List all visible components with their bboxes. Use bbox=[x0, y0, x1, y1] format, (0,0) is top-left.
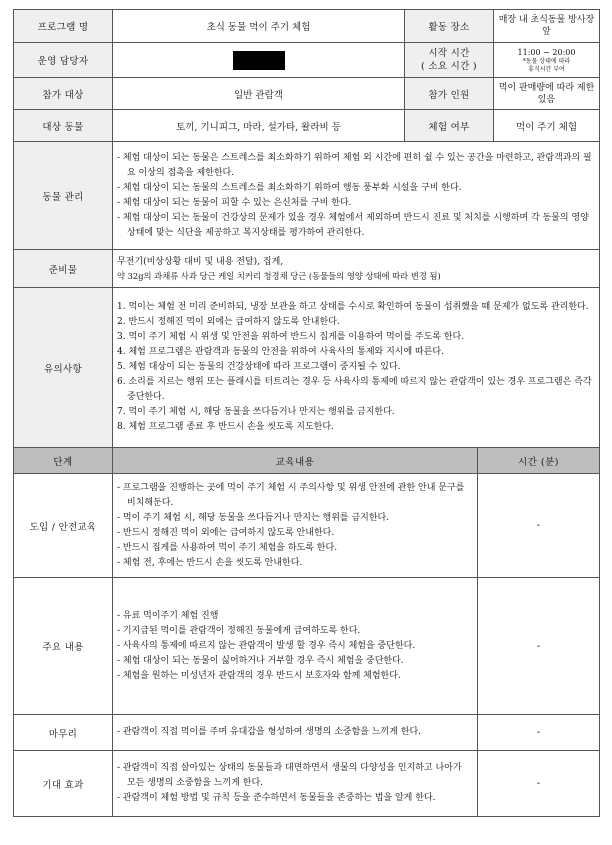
step-effects: 기대 효과 bbox=[14, 751, 113, 817]
target-label: 참가 대상 bbox=[14, 78, 113, 110]
management-list bbox=[113, 142, 600, 250]
participants-label: 참가 인원 bbox=[405, 78, 494, 110]
list-item: - 유료 먹이주기 체험 진행 bbox=[117, 610, 219, 621]
activity: 먹이 주기 체험 bbox=[494, 110, 600, 142]
management-label: 동물 관리 bbox=[14, 142, 113, 250]
list-item: - 관람객이 체험 방법 및 규칙 등을 준수하면서 동물들을 존중하는 법을 알게 한다. bbox=[117, 793, 436, 803]
list-item: - 관람객이 직접 먹이를 주며 유대감을 형성하여 생명의 소중함을 느끼게 한다. bbox=[117, 727, 422, 737]
list-item: 6. 소리를 지르는 행위 또는 플래시를 터트리는 경우 등 사육사의 통제에 따르지 않는 관람객이 있는 경우 프로그램은 즉각 중단한다. bbox=[117, 377, 592, 402]
supplies-label: 준비물 bbox=[14, 250, 113, 288]
program-name: 초식 동물 먹이 주기 체험 bbox=[113, 10, 405, 43]
manager-value bbox=[113, 43, 405, 78]
list-item: - 프로그램을 진행하는 곳에 먹이 주기 체험 시 주의사항 및 위생 안전에 관한 안내 문구를 비치해둔다. bbox=[117, 482, 465, 508]
target: 일반 관람객 bbox=[113, 78, 405, 110]
list-item: - 체험 대상이 되는 동물이 건강상의 문제가 있을 경우 체험에서 제외하며 반드시 진료 및 처치를 시행하며 각 동물의 영양 상태에 맞는 식단을 제공하고 복지상태를 평가하여 관리한다. bbox=[117, 212, 589, 238]
schedule-header-step: 단계 bbox=[14, 448, 113, 474]
list-item: - 사육사의 통제에 따르지 않는 관람객이 발생 할 경우 즉시 체험을 중단한다. bbox=[117, 640, 416, 651]
list-item: - 반드시 정해진 먹이 외에는 급여하지 않도록 안내한다. bbox=[117, 527, 335, 538]
list-item: - 먹이 주기 체험 시, 해당 동물을 쓰다듬거나 만지는 행위를 금지한다. bbox=[117, 512, 390, 523]
venue-label: 활동 장소 bbox=[405, 10, 494, 43]
step-effects-content bbox=[113, 751, 478, 817]
list-item: 8. 체험 프로그램 종료 후 반드시 손을 씻도록 지도한다. bbox=[117, 422, 334, 432]
list-item: - 체험 대상이 되는 동물의 스트레스를 최소화하기 위하여 행동 풍부화 시설을 구비 한다. bbox=[117, 182, 462, 193]
step-closing-time: - bbox=[478, 715, 600, 751]
manager-label: 운영 담당자 bbox=[14, 43, 113, 78]
step-closing-content bbox=[113, 715, 478, 751]
step-main-content bbox=[113, 578, 478, 715]
cautions-list bbox=[113, 288, 600, 448]
list-item: - 체험 대상이 되는 동물이 싫어하거나 거부할 경우 즉시 체험을 중단한다. bbox=[117, 655, 404, 666]
list-item: 4. 체험 프로그램은 관람객과 동물의 안전을 위하여 사육사의 통제와 지시에 따른다. bbox=[117, 347, 444, 357]
program-document bbox=[13, 9, 599, 817]
supplies-line: 무전기(비상상황 대비 및 내용 전달), 집게, bbox=[117, 256, 284, 267]
start-time-label: 시작 시간 ( 소요 시간 ) bbox=[405, 43, 494, 78]
program-info-table bbox=[13, 9, 600, 142]
list-item: 3. 먹이 주기 체험 시 위생 및 안전을 위하여 반드시 집게를 이용하여 먹이를 주도록 한다. bbox=[117, 332, 465, 342]
schedule-header-time: 시간 (분) bbox=[478, 448, 600, 474]
step-intro: 도입 / 안전교육 bbox=[14, 474, 113, 578]
table-row bbox=[14, 474, 600, 578]
activity-label: 체험 여부 bbox=[405, 110, 494, 142]
list-item: - 체험 대상이 되는 동물은 스트레스를 최소화하기 위하여 체험 외 시간에 편히 쉴 수 있는 공간을 마련하고, 관람객과의 필요 이상의 접촉을 제한한다. bbox=[117, 152, 592, 178]
list-item: 2. 반드시 정해진 먹이 외에는 급여하지 않도록 안내한다. bbox=[117, 317, 340, 327]
participants: 먹이 판매량에 따라 제한 있음 bbox=[494, 78, 600, 110]
program-name-label: 프로그램 명 bbox=[14, 10, 113, 43]
list-item: - 기지급된 먹이를 관람객이 정해진 동물에게 급여하도록 한다. bbox=[117, 625, 361, 636]
time-value: 11:00 ~ 20:00 *동물 상태에 따라 휴식시간 부여 bbox=[494, 43, 600, 78]
program-rules-table bbox=[13, 141, 600, 448]
step-closing: 마무리 bbox=[14, 715, 113, 751]
list-item: - 체험 대상이 되는 동물이 피할 수 있는 은신처를 구비 한다. bbox=[117, 197, 352, 208]
step-intro-time: - bbox=[478, 474, 600, 578]
list-item: - 체험 전, 후에는 반드시 손을 씻도록 안내한다. bbox=[117, 557, 303, 568]
list-item: - 체험을 원하는 미성년자 관람객의 경우 반드시 보호자와 함께 체험한다. bbox=[117, 670, 401, 681]
step-main-time: - bbox=[478, 578, 600, 715]
list-item: 5. 체험 대상이 되는 동물의 건강상태에 따라 프로그램이 중지될 수 있다. bbox=[117, 362, 401, 372]
list-item: 7. 먹이 주기 체험 시, 해당 동물을 쓰다듬거나 만지는 행위를 금지한다. bbox=[117, 407, 395, 417]
table-row bbox=[14, 715, 600, 751]
step-effects-time: - bbox=[478, 751, 600, 817]
venue: 매장 내 초식동물 방사장 앞 bbox=[494, 10, 600, 43]
animals-label: 대상 동물 bbox=[14, 110, 113, 142]
supplies-list bbox=[113, 250, 600, 288]
step-intro-content bbox=[113, 474, 478, 578]
schedule-table bbox=[13, 447, 600, 817]
table-row bbox=[14, 751, 600, 817]
redacted-block bbox=[233, 51, 285, 70]
list-item: - 반드시 집게를 사용하여 먹이 주기 체험을 하도록 한다. bbox=[117, 542, 338, 553]
list-item: 1. 먹이는 체험 전 미리 준비하되, 냉장 보관을 하고 상태를 수시로 확인하여 동물이 섭취했을 때 문제가 없도록 관리한다. bbox=[117, 302, 589, 312]
animals: 토끼, 기니피그, 마라, 설가타, 왈라비 등 bbox=[113, 110, 405, 142]
table-row bbox=[14, 578, 600, 715]
cautions-label: 유의사항 bbox=[14, 288, 113, 448]
step-main: 주요 내용 bbox=[14, 578, 113, 715]
supplies-line: 약 32g의 과채류 사과 당근 케일 치커리 청경채 당근 (동물들의 영양 상태에 따라 변경 됨) bbox=[117, 270, 441, 281]
schedule-header-content: 교육내용 bbox=[113, 448, 478, 474]
list-item: - 관람객이 직접 살아있는 상태의 동물들과 대면하면서 생물의 다양성을 인지하고 나아가 모든 생명의 소중함을 느끼게 한다. bbox=[117, 763, 462, 788]
